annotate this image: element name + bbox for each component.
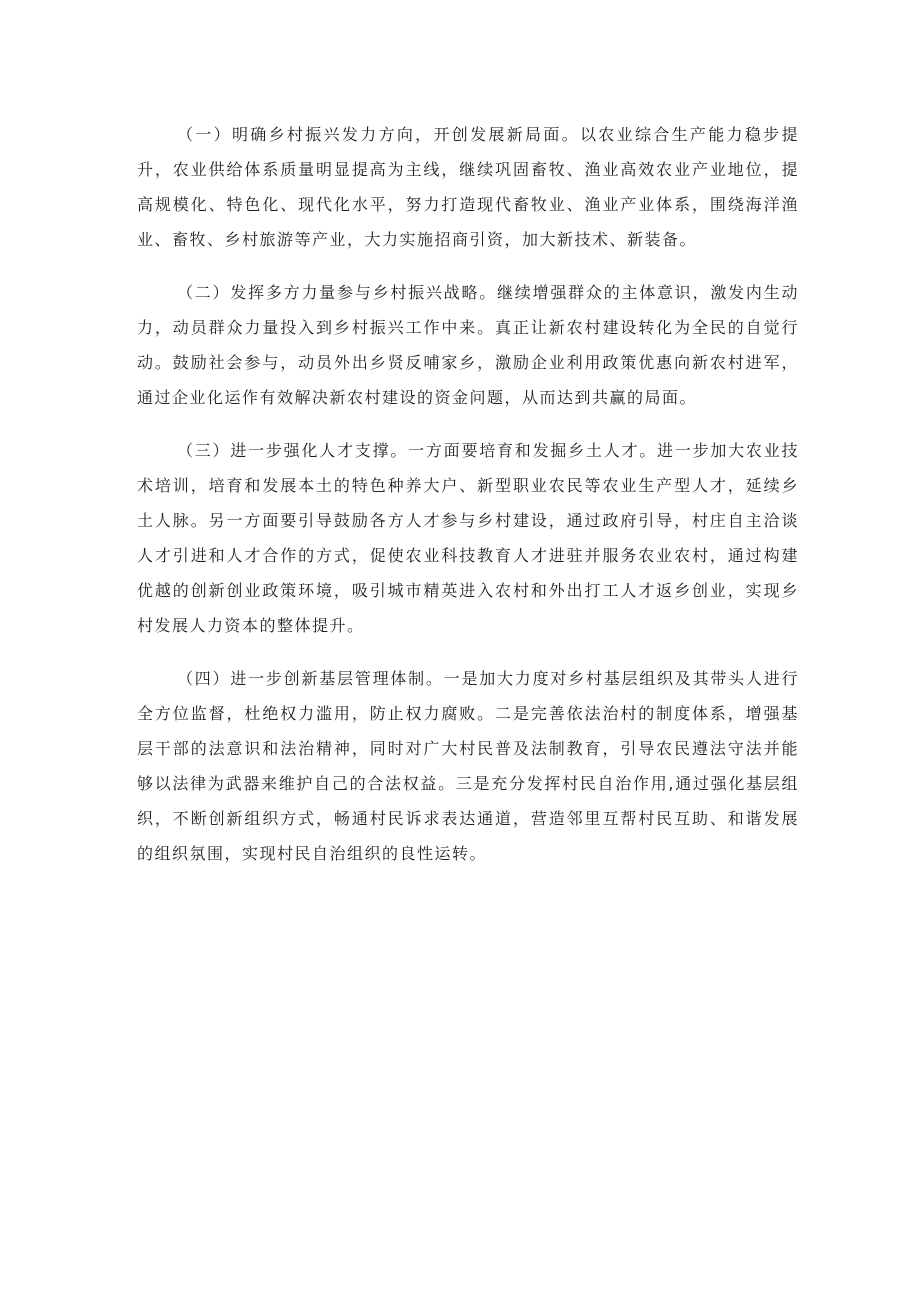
paragraph-4: （四）进一步创新基层管理体制。一是加大力度对乡村基层组织及其带头人进行全方位监督，杜绝权力滥用，防止权力腐败。二是完善依法治村的制度体系，增强基层干部的法意识和法治精神，同时对广大村民普及法制教育，引导农民遵法守法并能够以法律为武器来维护自己的合法权益。三是充分发挥村民自治作用,通过强化基层组织，不断创新组织方式，畅通村民诉求表达通道，营造邻里互帮村民互助、和谐发展的组织氛围，实现村民自治组织的良性运转。 — [137, 669, 799, 863]
paragraph-2: （二）发挥多方力量参与乡村振兴战略。继续增强群众的主体意识，激发内生动力，动员群众力量投入到乡村振兴工作中来。真正让新农村建设转化为全民的自觉行动。鼓励社会参与，动员外出乡贤反哺家乡，激励企业利用政策优惠向新农村进军，通过企业化运作有效解决新农村建设的资金问题，从而达到共赢的局面。 — [137, 283, 799, 407]
paragraph-3: （三）进一步强化人才支撑。一方面要培育和发掘乡土人才。进一步加大农业技术培训，培育和发展本土的特色种养大户、新型职业农民等农业生产型人才，延续乡土人脉。另一方面要引导鼓励各方人才参与乡村建设，通过政府引导，村庄自主洽谈人才引进和人才合作的方式，促使农业科技教育人才进驻并服务农业农村，通过构建优越的创新创业政策环境，吸引城市精英进入农村和外出打工人才返乡创业，实现乡村发展人力资本的整体提升。 — [137, 441, 799, 635]
document-body — [137, 117, 799, 889]
paragraph-1: （一）明确乡村振兴发力方向，开创发展新局面。以农业综合生产能力稳步提升，农业供给体系质量明显提高为主线，继续巩固畜牧、渔业高效农业产业地位，提高规模化、特色化、现代化水平，努力打造现代畜牧业、渔业产业体系，围绕海洋渔业、畜牧、乡村旅游等产业，大力实施招商引资，加大新技术、新装备。 — [137, 125, 799, 249]
